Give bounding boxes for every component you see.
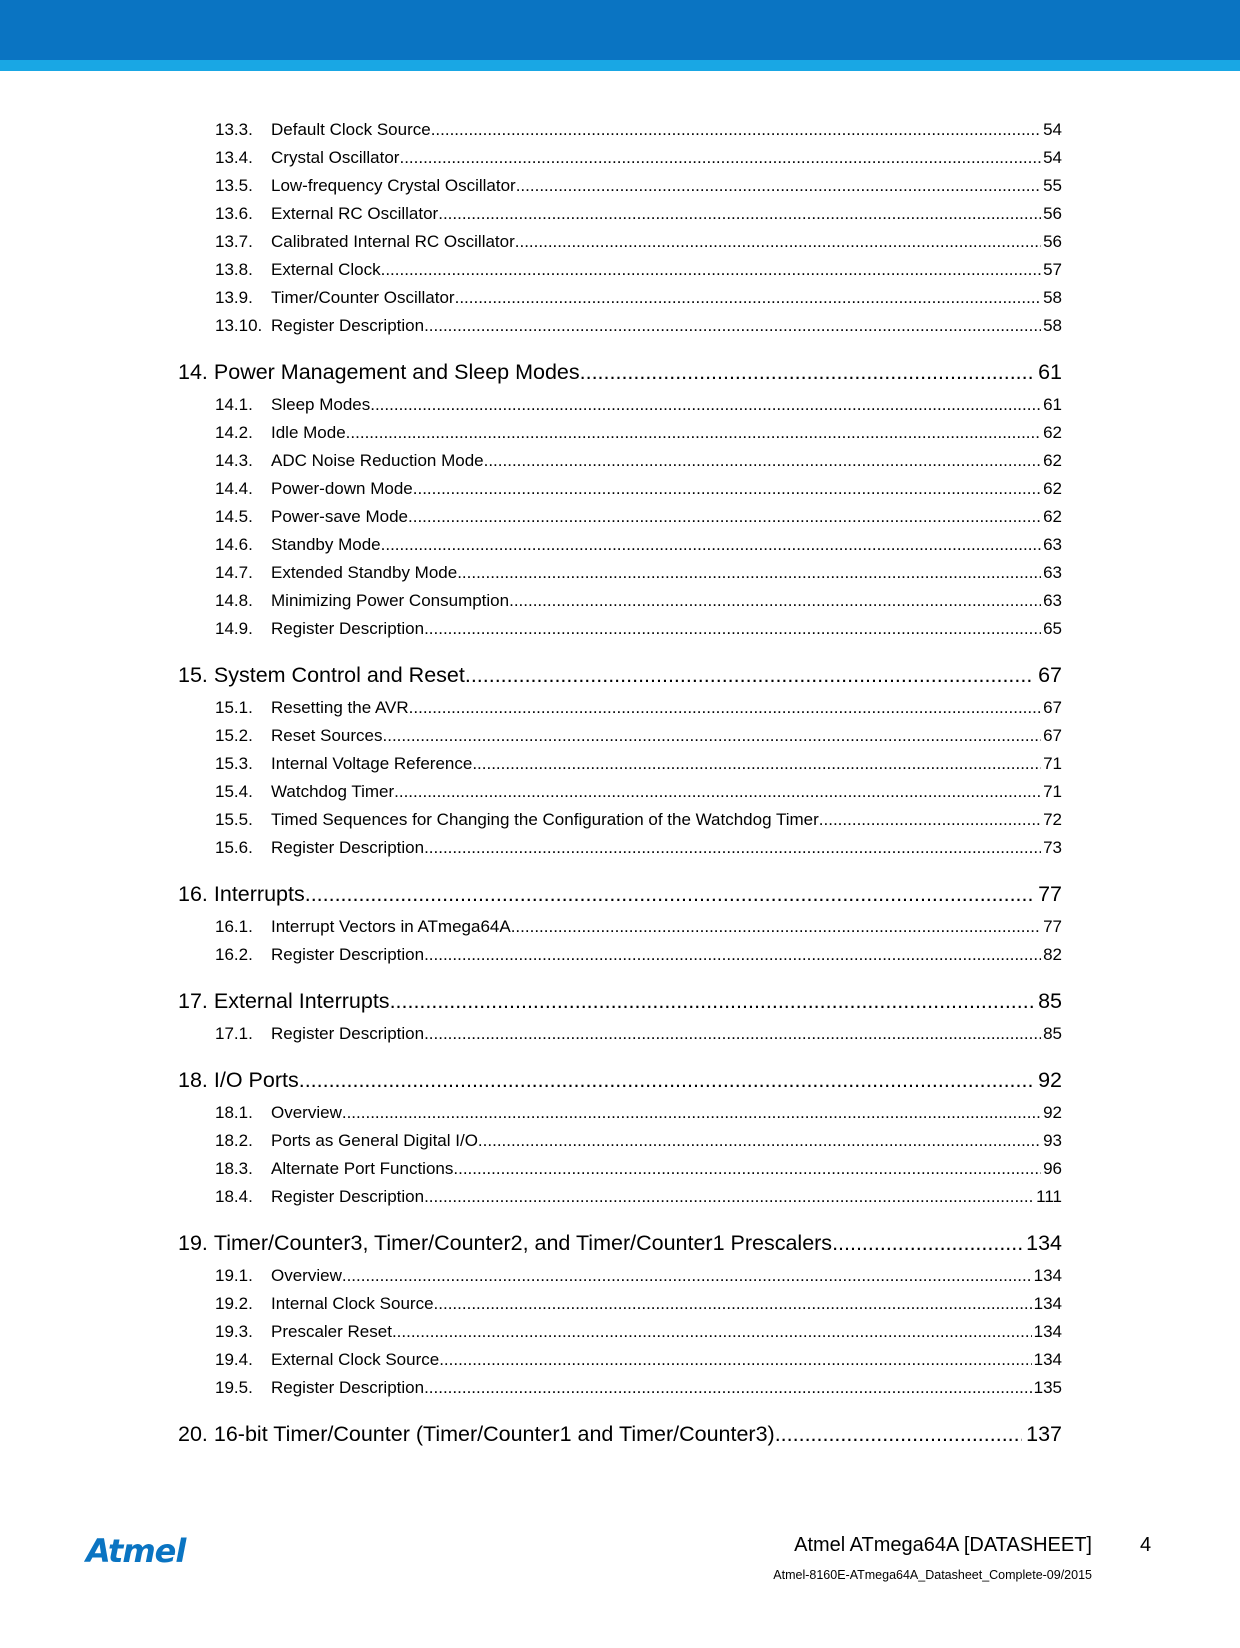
toc-leader-dots [511, 913, 1041, 941]
toc-subsection-entry[interactable] [178, 256, 1062, 284]
toc-entry-title: Extended Standby Mode [271, 563, 458, 582]
toc-leader-dots [580, 353, 1034, 391]
toc-entry-title: Standby Mode [271, 535, 381, 554]
toc-entry-number: 13.7. [215, 232, 253, 251]
toc-entry-title: Register Description [271, 619, 425, 638]
toc-entry-title: External RC Oscillator [271, 204, 439, 223]
toc-entry-number: 14.5. [215, 507, 253, 526]
toc-entry-page: 134 [1033, 1266, 1062, 1285]
toc-entry-page: 63 [1043, 591, 1062, 610]
toc-entry-title: Register Description [271, 945, 425, 964]
toc-leader-dots [457, 559, 1041, 587]
toc-section [178, 1415, 1062, 1453]
toc-leader-dots [465, 656, 1034, 694]
footer-page-number: 4 [1140, 1534, 1152, 1556]
toc-subsection-entry[interactable] [178, 1262, 1062, 1290]
toc-leader-dots [424, 1374, 1032, 1402]
toc-entry-number: 13.5. [215, 176, 253, 195]
toc-section [178, 1061, 1062, 1211]
toc-entry-page: 62 [1043, 479, 1062, 498]
header-band [0, 0, 1240, 60]
toc-entry-number: 13.3. [215, 120, 253, 139]
toc-leader-dots [305, 875, 1034, 913]
toc-section [178, 656, 1062, 862]
toc-entry-title: Register Description [271, 1187, 425, 1206]
toc-entry-number: 18. [178, 1068, 208, 1092]
toc-entry-page: 65 [1043, 619, 1062, 638]
toc-subsection-entry[interactable] [178, 559, 1062, 587]
toc-entry-title: Calibrated Internal RC Oscillator [271, 232, 515, 251]
toc-entry-page: 62 [1043, 423, 1062, 442]
toc-entry-number: 19.3. [215, 1322, 253, 1341]
atmel-logo: Atmel [86, 1532, 186, 1570]
toc-leader-dots [509, 587, 1041, 615]
toc-entry-title: Overview [271, 1103, 342, 1122]
toc-leader-dots [439, 1346, 1031, 1374]
toc-entry-page: 92 [1038, 1068, 1062, 1092]
toc-entry-title: External Clock Source [271, 1350, 440, 1369]
toc-leader-dots [392, 1318, 1032, 1346]
toc-chapter-entry[interactable] [178, 982, 1062, 1020]
toc-leader-dots [408, 503, 1041, 531]
toc-entry-number: 14.4. [215, 479, 253, 498]
toc-leader-dots [342, 1262, 1032, 1290]
toc-entry-number: 19.5. [215, 1378, 253, 1397]
toc-subsection-entry[interactable] [178, 722, 1062, 750]
toc-entry-number: 16.2. [215, 945, 253, 964]
toc-entry-title: Minimizing Power Consumption [271, 591, 510, 610]
toc-entry-number: 19.4. [215, 1350, 253, 1369]
toc-subsection-entry[interactable] [178, 913, 1062, 941]
toc-entry-title: Internal Clock Source [271, 1294, 434, 1313]
toc-entry-number: 14. [178, 360, 208, 384]
toc-section [178, 982, 1062, 1048]
toc-subsection-entry[interactable] [178, 806, 1062, 834]
toc-entry-number: 15.5. [215, 810, 253, 829]
toc-subsection-entry[interactable] [178, 941, 1062, 969]
toc-subsection-entry[interactable] [178, 694, 1062, 722]
toc-leader-dots [775, 1415, 1022, 1453]
toc-entry-page: 77 [1038, 882, 1062, 906]
toc-entry-title: Power-down Mode [271, 479, 413, 498]
toc-entry-title: Resetting the AVR [271, 698, 409, 717]
toc-entry-number: 19.2. [215, 1294, 253, 1313]
toc-leader-dots [424, 941, 1041, 969]
toc-subsection-entry[interactable] [178, 475, 1062, 503]
toc-chapter-entry[interactable] [178, 1415, 1062, 1453]
toc-subsection-entry[interactable] [178, 1020, 1062, 1048]
toc-entry-title: Timed Sequences for Changing the Configuration of the Watchdog Timer [271, 810, 819, 829]
toc-subsection-entry[interactable] [178, 615, 1062, 643]
toc-leader-dots [381, 256, 1041, 284]
toc-entry-title: 16-bit Timer/Counter (Timer/Counter1 and Timer/Counter3) [213, 1422, 775, 1446]
toc-subsection-entry[interactable] [178, 1099, 1062, 1127]
toc-subsection-entry[interactable] [178, 144, 1062, 172]
toc-entry-page: 67 [1043, 726, 1062, 745]
toc-entry-number: 15.1. [215, 698, 253, 717]
toc-entry-number: 16.1. [215, 917, 253, 936]
toc-entry-number: 14.1. [215, 395, 253, 414]
toc-entry-title: Internal Voltage Reference [271, 754, 473, 773]
toc-subsection-entry[interactable] [178, 778, 1062, 806]
toc-entry-number: 18.1. [215, 1103, 253, 1122]
toc-entry-page: 134 [1033, 1294, 1062, 1313]
toc-entry-number: 13.6. [215, 204, 253, 223]
toc-entry-title: Power-save Mode [271, 507, 409, 526]
toc-subsection-entry[interactable] [178, 1290, 1062, 1318]
toc-entry-page: 71 [1043, 754, 1062, 773]
toc-entry-number: 15.6. [215, 838, 253, 857]
toc-section [178, 875, 1062, 969]
toc-entry-page: 111 [1036, 1187, 1062, 1206]
toc-entry-page: 82 [1043, 945, 1062, 964]
toc-entry-page: 58 [1043, 288, 1062, 307]
toc-leader-dots [431, 116, 1041, 144]
toc-leader-dots [438, 200, 1041, 228]
toc-leader-dots [342, 1099, 1041, 1127]
toc-entry-number: 13.10. [215, 316, 263, 335]
toc-leader-dots [424, 1020, 1041, 1048]
toc-entry-number: 17. [178, 989, 208, 1013]
toc-section [178, 353, 1062, 643]
toc-leader-dots [453, 1155, 1041, 1183]
toc-entry-title: Default Clock Source [271, 120, 431, 139]
toc-subsection-entry[interactable] [178, 116, 1062, 144]
toc-entry-number: 13.9. [215, 288, 253, 307]
toc-section [178, 116, 1062, 340]
toc-leader-dots [424, 615, 1041, 643]
toc-subsection-entry[interactable] [178, 228, 1062, 256]
toc-entry-title: Idle Mode [271, 423, 346, 442]
toc-entry-title: Alternate Port Functions [271, 1159, 454, 1178]
toc-subsection-entry[interactable] [178, 503, 1062, 531]
toc-entry-title: Timer/Counter Oscillator [271, 288, 455, 307]
toc-entry-number: 15.2. [215, 726, 253, 745]
toc-entry-title: Register Description [271, 1024, 425, 1043]
toc-chapter-entry[interactable] [178, 1061, 1062, 1099]
toc-subsection-entry[interactable] [178, 391, 1062, 419]
toc-section [178, 1224, 1062, 1402]
toc-subsection-entry[interactable] [178, 1127, 1062, 1155]
toc-subsection-entry[interactable] [178, 834, 1062, 862]
toc-entry-title: Interrupts [213, 882, 305, 906]
toc-leader-dots [515, 228, 1041, 256]
toc-entry-page: 58 [1043, 316, 1062, 335]
toc-entry-title: Watchdog Timer [271, 782, 395, 801]
toc-leader-dots [424, 312, 1041, 340]
toc-entry-title: Prescaler Reset [271, 1322, 392, 1341]
toc-leader-dots [399, 144, 1041, 172]
toc-entry-page: 85 [1038, 989, 1062, 1013]
toc-subsection-entry[interactable] [178, 1155, 1062, 1183]
toc-chapter-entry[interactable] [178, 875, 1062, 913]
toc-entry-number: 19. [178, 1231, 208, 1255]
toc-entry-page: 93 [1043, 1131, 1062, 1150]
toc-leader-dots [370, 391, 1041, 419]
toc-subsection-entry[interactable] [178, 419, 1062, 447]
toc-entry-page: 135 [1033, 1378, 1062, 1397]
toc-entry-title: Interrupt Vectors in ATmega64A [271, 917, 511, 936]
toc-leader-dots [409, 694, 1041, 722]
toc-leader-dots [390, 982, 1035, 1020]
toc-entry-page: 77 [1043, 917, 1062, 936]
toc-subsection-entry[interactable] [178, 172, 1062, 200]
toc-entry-page: 92 [1043, 1103, 1062, 1122]
toc-entry-number: 15. [178, 663, 208, 687]
toc-entry-number: 16. [178, 882, 208, 906]
toc-entry-title: Register Description [271, 838, 425, 857]
toc-leader-dots [424, 834, 1041, 862]
toc-entry-page: 134 [1033, 1350, 1062, 1369]
toc-subsection-entry[interactable] [178, 200, 1062, 228]
toc-entry-page: 67 [1038, 663, 1062, 687]
toc-leader-dots [819, 806, 1041, 834]
toc-entry-number: 19.1. [215, 1266, 253, 1285]
toc-leader-dots [472, 750, 1041, 778]
toc-entry-page: 55 [1043, 176, 1062, 195]
toc-entry-title: Ports as General Digital I/O [271, 1131, 478, 1150]
toc-subsection-entry[interactable] [178, 447, 1062, 475]
toc-entry-page: 63 [1043, 563, 1062, 582]
toc-entry-number: 14.2. [215, 423, 253, 442]
toc-entry-number: 18.4. [215, 1187, 253, 1206]
toc-leader-dots [394, 778, 1041, 806]
toc-entry-number: 14.6. [215, 535, 253, 554]
toc-leader-dots [832, 1224, 1022, 1262]
toc-entry-page: 73 [1043, 838, 1062, 857]
toc-leader-dots [383, 722, 1042, 750]
toc-leader-dots [434, 1290, 1032, 1318]
toc-entry-number: 14.8. [215, 591, 253, 610]
toc-entry-title: External Clock [271, 260, 381, 279]
toc-leader-dots [413, 475, 1041, 503]
toc-entry-number: 18.2. [215, 1131, 253, 1150]
toc-entry-number: 15.3. [215, 754, 253, 773]
toc-entry-title: Timer/Counter3, Timer/Counter2, and Timer/Counter1 Prescalers [213, 1231, 833, 1255]
toc-entry-page: 134 [1026, 1231, 1062, 1255]
table-of-contents [178, 116, 1062, 1453]
toc-subsection-entry[interactable] [178, 312, 1062, 340]
toc-subsection-entry[interactable] [178, 750, 1062, 778]
toc-subsection-entry[interactable] [178, 1318, 1062, 1346]
toc-entry-title: Power Management and Sleep Modes [213, 360, 580, 384]
toc-entry-page: 67 [1043, 698, 1062, 717]
toc-entry-number: 13.8. [215, 260, 253, 279]
toc-leader-dots [516, 172, 1041, 200]
toc-entry-page: 134 [1033, 1322, 1062, 1341]
toc-entry-title: Low-frequency Crystal Oscillator [271, 176, 516, 195]
toc-subsection-entry[interactable] [178, 1183, 1062, 1211]
toc-entry-page: 62 [1043, 507, 1062, 526]
toc-entry-number: 14.3. [215, 451, 253, 470]
toc-entry-title: Reset Sources [271, 726, 383, 745]
toc-subsection-entry[interactable] [178, 531, 1062, 559]
toc-entry-title: Register Description [271, 316, 425, 335]
toc-entry-page: 57 [1043, 260, 1062, 279]
toc-chapter-entry[interactable] [178, 353, 1062, 391]
toc-entry-number: 18.3. [215, 1159, 253, 1178]
toc-entry-number: 17.1. [215, 1024, 253, 1043]
toc-entry-title: ADC Noise Reduction Mode [271, 451, 484, 470]
toc-entry-page: 71 [1043, 782, 1062, 801]
toc-entry-title: System Control and Reset [213, 663, 465, 687]
toc-chapter-entry[interactable] [178, 1224, 1062, 1262]
toc-entry-title: Register Description [271, 1378, 425, 1397]
toc-leader-dots [346, 419, 1041, 447]
toc-entry-page: 61 [1038, 360, 1062, 384]
toc-entry-page: 137 [1026, 1422, 1062, 1446]
toc-entry-page: 62 [1043, 451, 1062, 470]
toc-entry-page: 61 [1043, 395, 1062, 414]
toc-entry-page: 96 [1043, 1159, 1062, 1178]
footer-doc-id: Atmel-8160E-ATmega64A_Datasheet_Complete-09/2015 [773, 1568, 1092, 1582]
toc-entry-page: 85 [1043, 1024, 1062, 1043]
toc-entry-page: 56 [1043, 232, 1062, 251]
toc-entry-title: External Interrupts [213, 989, 390, 1013]
toc-chapter-entry[interactable] [178, 656, 1062, 694]
toc-leader-dots [299, 1061, 1034, 1099]
toc-entry-page: 54 [1043, 120, 1062, 139]
toc-entry-page: 63 [1043, 535, 1062, 554]
toc-entry-page: 54 [1043, 148, 1062, 167]
toc-leader-dots [455, 284, 1041, 312]
toc-entry-number: 20. [178, 1422, 208, 1446]
toc-leader-dots [381, 531, 1041, 559]
toc-entry-title: Overview [271, 1266, 342, 1285]
header-stripe [0, 60, 1240, 71]
toc-entry-number: 14.9. [215, 619, 253, 638]
toc-subsection-entry[interactable] [178, 1374, 1062, 1402]
toc-subsection-entry[interactable] [178, 284, 1062, 312]
toc-entry-number: 13.4. [215, 148, 253, 167]
toc-leader-dots [478, 1127, 1041, 1155]
toc-entry-number: 14.7. [215, 563, 253, 582]
footer-doc-title: Atmel ATmega64A [DATASHEET] [794, 1534, 1092, 1556]
toc-entry-title: I/O Ports [213, 1068, 299, 1092]
toc-subsection-entry[interactable] [178, 1346, 1062, 1374]
toc-entry-page: 56 [1043, 204, 1062, 223]
toc-leader-dots [424, 1183, 1034, 1211]
toc-entry-number: 15.4. [215, 782, 253, 801]
toc-entry-title: Crystal Oscillator [271, 148, 400, 167]
toc-entry-title: Sleep Modes [271, 395, 371, 414]
toc-entry-page: 72 [1043, 810, 1062, 829]
toc-leader-dots [484, 447, 1041, 475]
toc-subsection-entry[interactable] [178, 587, 1062, 615]
